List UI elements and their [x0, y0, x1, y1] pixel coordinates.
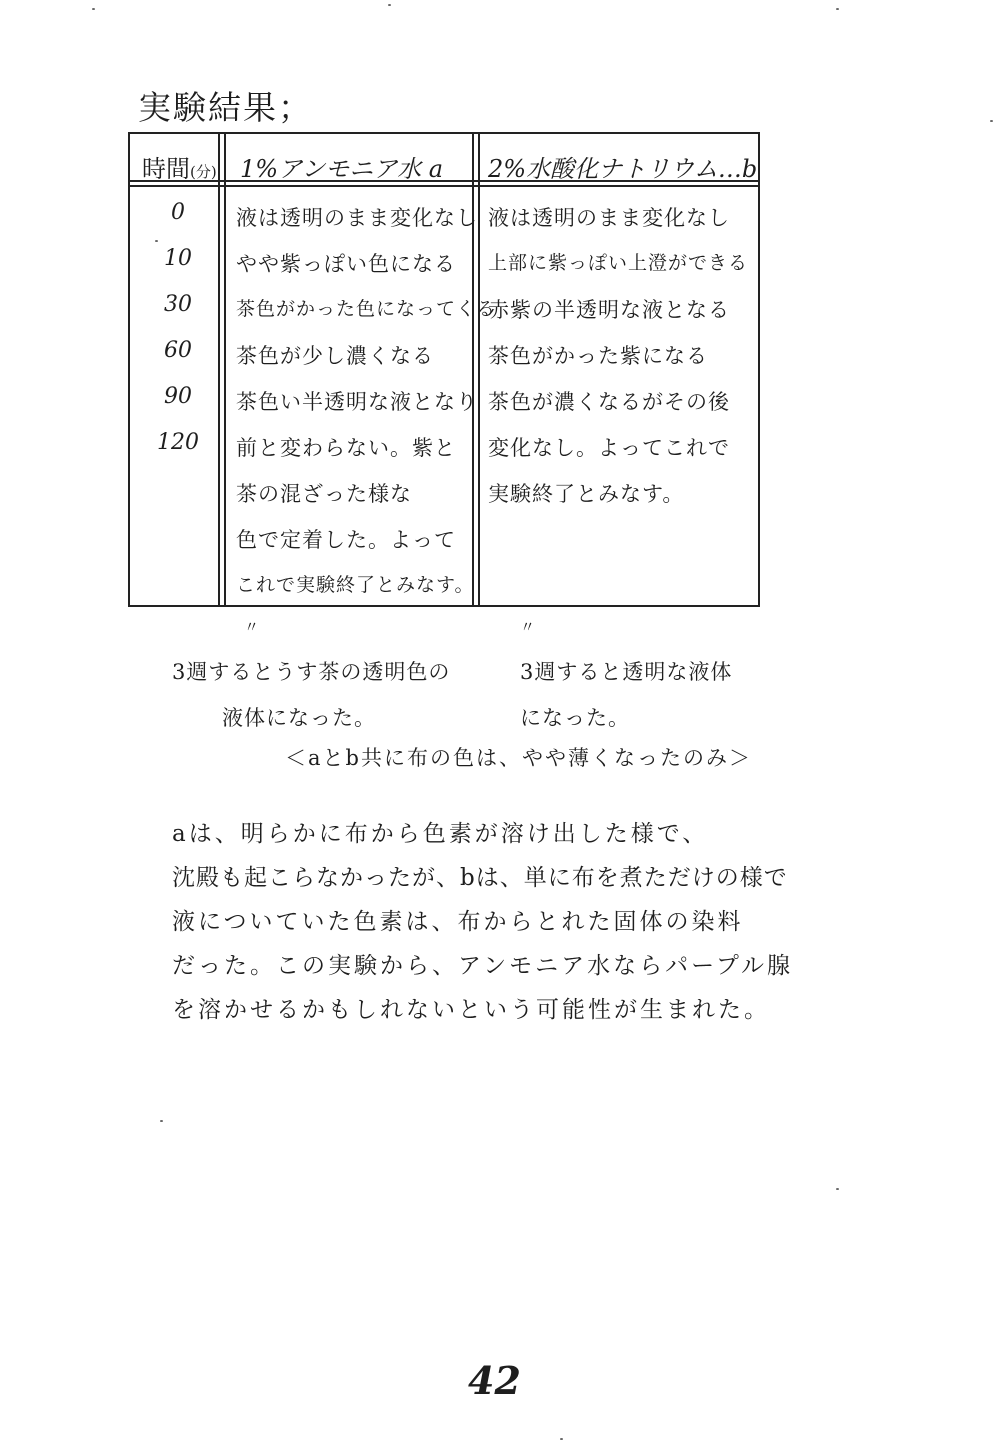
col-a-line: 茶の混ざった様な	[236, 482, 412, 506]
col-b-line: 上部に紫っぽい上澄ができる	[488, 252, 749, 274]
col-a-line: 茶色が少し濃くなる	[236, 344, 434, 368]
note-remark: ＜aとb共に布の色は、やや薄くなったのみ＞	[285, 746, 752, 770]
paragraph-line: 液についていた色素は、布からとれた固体の染料	[172, 909, 744, 935]
col-a-line: 茶色がかった色になってくる	[236, 298, 497, 320]
col-b-line: 赤紫の半透明な液となる	[488, 298, 730, 322]
page-title: 実験結果；	[138, 88, 313, 127]
col-a-line: やや紫っぽい色になる	[236, 252, 456, 276]
header-time	[142, 149, 217, 184]
time-cell: 60	[164, 338, 192, 363]
col-b-line: 茶色が濃くなるがその後	[488, 390, 730, 414]
col-b-line: 液は透明のまま変化なし	[488, 206, 730, 230]
note-a-line2: 液体になった。	[222, 706, 376, 730]
col-a-line: 液は透明のまま変化なし	[236, 206, 478, 230]
scan-speck	[160, 1120, 163, 1122]
time-cell: 90	[164, 384, 192, 409]
scan-speck	[836, 1188, 839, 1190]
paragraph-line: aは、明らかに布から色素が溶け出した様で、	[172, 821, 709, 847]
table-col-divider-1-double	[224, 132, 226, 607]
time-cell: 30	[164, 292, 192, 317]
col-a-line: これで実験終了とみなす。	[236, 574, 475, 596]
note-a-line1: 3週するとうす茶の透明色の	[172, 660, 451, 684]
page-number: 42	[468, 1358, 521, 1403]
scan-speck	[836, 8, 839, 10]
scan-speck	[388, 4, 391, 6]
scan-speck	[990, 120, 993, 122]
header-col-b: 2%水酸化ナトリウム…b	[488, 155, 758, 183]
paragraph-line: だった。この実験から、アンモニア水ならパープル腺	[172, 953, 794, 979]
paragraph-line: を溶かせるかもしれないという可能性が生まれた。	[172, 997, 770, 1023]
time-cell: 120	[157, 430, 199, 455]
col-b-line: 実験終了とみなす。	[488, 482, 685, 506]
col-a-line: 色で定着した。よって	[236, 528, 456, 552]
table-col-divider-1	[218, 132, 220, 607]
ditto-mark: 〃	[520, 618, 536, 636]
ditto-mark: 〃	[244, 618, 260, 636]
col-a-line: 前と変わらない。紫と	[236, 436, 456, 460]
table-col-divider-2-double	[478, 132, 480, 607]
header-time-label: 時間	[142, 155, 190, 183]
scan-speck	[155, 240, 158, 242]
paragraph-line: 沈殿も起こらなかったが、bは、単に布を煮ただけの様で	[172, 865, 788, 891]
header-col-a: 1%アンモニア水 a	[240, 155, 444, 183]
scan-speck	[560, 1438, 563, 1440]
time-cell: 10	[164, 246, 192, 271]
time-cell: 0	[171, 200, 185, 225]
header-time-unit: (分)	[190, 163, 217, 181]
col-b-line: 変化なし。よってこれで	[488, 436, 730, 460]
col-b-line: 茶色がかった紫になる	[488, 344, 708, 368]
note-b-line1: 3週すると透明な液体	[520, 660, 733, 684]
note-b-line2: になった。	[520, 706, 630, 730]
table-header-rule-double	[128, 185, 760, 187]
col-a-line: 茶色い半透明な液となり	[236, 390, 478, 414]
scan-speck	[92, 8, 95, 10]
